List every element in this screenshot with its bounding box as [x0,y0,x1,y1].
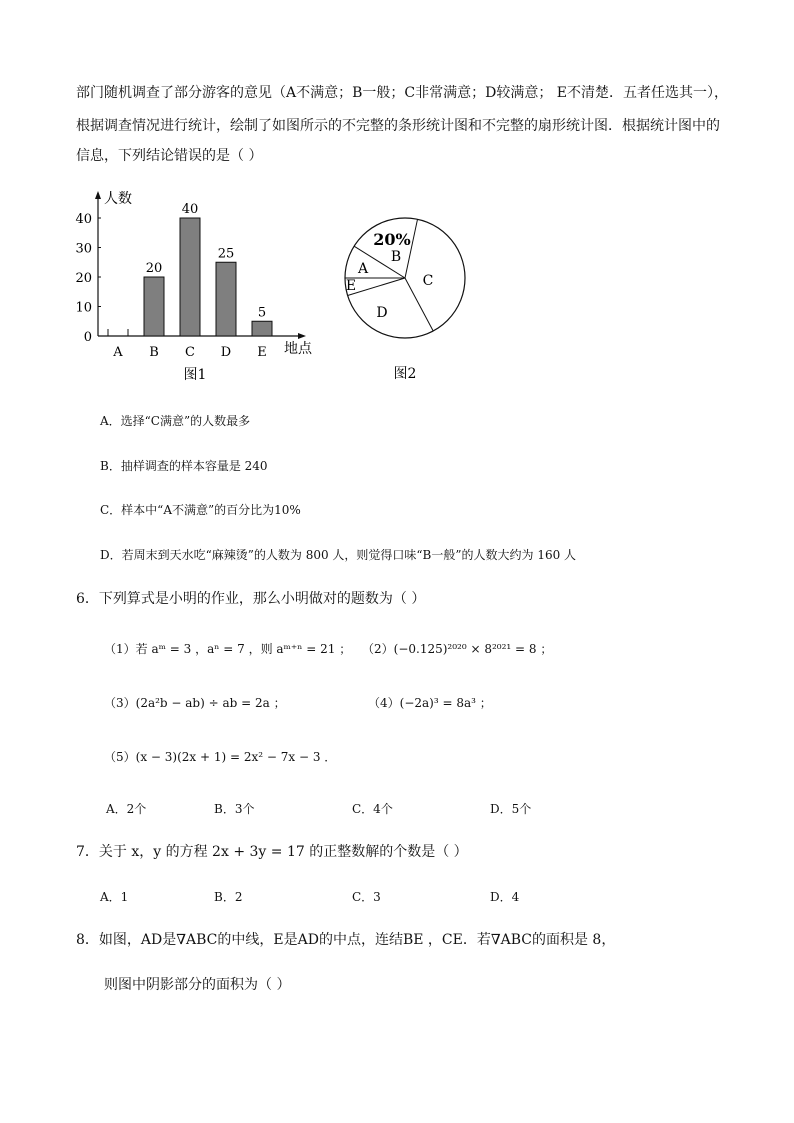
q8-stem-2: 则图中阴影部分的面积为（ ） [104,977,291,993]
pie-label-e: E [345,278,357,294]
y-axis-label: 人数 [104,191,132,207]
bar-value-label: 5 [257,305,267,321]
y-tick-label: 0 [83,330,92,345]
intro-line-3: 信息，下列结论错误的是（ ） [76,148,263,164]
y-tick-label: 10 [75,300,92,316]
q6-item-5: （5）(x − 3)(2x + 1) = 2x² − 7x − 3 ． [104,750,337,764]
y-tick-label: 20 [75,271,92,286]
pie-label-b: B [390,249,402,265]
chart-title-2: 图2 [393,366,417,382]
y-tick-label: 40 [75,212,92,227]
q7-option-b: B．2 [214,890,243,904]
chart-title-1: 图1 [183,367,207,383]
bar-b [144,277,164,336]
y-axis-arrow [95,191,101,199]
intro-line-2: 根据调查情况进行统计，绘制了如图所示的不完整的条形统计图和不完整的扇形统计图．根据统计图中的 [76,118,720,134]
x-axis-label: 地点 [284,341,312,357]
bar-chart [70,185,320,385]
q7-option-d: D．4 [490,890,520,904]
bar-value-label: 40 [181,202,199,217]
q5-option-b: B．抽样调查的样本容量是 240 [100,459,268,473]
pie-label-d: D [376,305,388,321]
q6-item-4: （4）(−2a)³ = 8a³ ； [368,696,492,710]
pie-annotation: 20% [373,230,411,249]
q7-stem: 7．关于 x，y 的方程 2x + 3y = 17 的正整数解的个数是（ ） [76,844,468,860]
q6-option-d: D．5个 [490,802,532,816]
bar-value-label: 25 [217,246,235,262]
bar-value-label: 20 [145,261,163,276]
q6-item-3: （3）(2a²b − ab) ÷ ab = 2a ； [104,696,286,710]
bar-d [216,262,236,336]
q6-option-b: B．3个 [214,802,255,816]
pie-label-c: C [422,273,434,289]
y-tick-label: 30 [75,241,92,257]
x-tick-label: E [257,345,267,360]
q8-stem: 8．如图，AD是∇ABC的中线，E是AD的中点，连结BE ，CE．若∇ABC的面积是 8， [76,932,616,948]
bar-e [252,321,272,336]
q6-option-c: C．4个 [352,802,393,816]
q6-stem: 6．下列算式是小明的作业，那么小明做对的题数为（ ） [76,591,426,607]
intro-line-1: 部门随机调查了部分游客的意见（A不满意；B一般；C非常满意；D较满意； E不清楚．五者任选其一）， [76,85,729,101]
q5-option-a: A．选择“C满意”的人数最多 [100,414,251,428]
q6-item-2: （2）(−0.125)²⁰²⁰ × 8²⁰²¹ = 8 ； [362,642,553,656]
q5-option-d: D．若周末到天水吃“麻辣烫”的人数为 800 人，则觉得口味“B一般”的人数大约为 160 人 [100,548,577,562]
x-tick-label: A [113,345,123,360]
q7-option-a: A．1 [100,890,129,904]
x-tick-label: B [149,345,159,360]
x-tick-label: C [185,345,195,360]
pie-chart [335,195,475,385]
q6-option-a: A．2个 [106,802,147,816]
q5-option-c: C．样本中“A不满意”的百分比为10% [100,503,301,517]
q6-item-1: （1）若 aᵐ = 3 ，aⁿ = 7 ，则 aᵐ⁺ⁿ = 21 ； [104,642,352,656]
x-axis-arrow [298,333,306,339]
pie-label-a: A [357,261,369,277]
q7-option-c: C．3 [352,890,381,904]
x-tick-label: D [220,345,232,360]
bar-c [180,218,200,336]
